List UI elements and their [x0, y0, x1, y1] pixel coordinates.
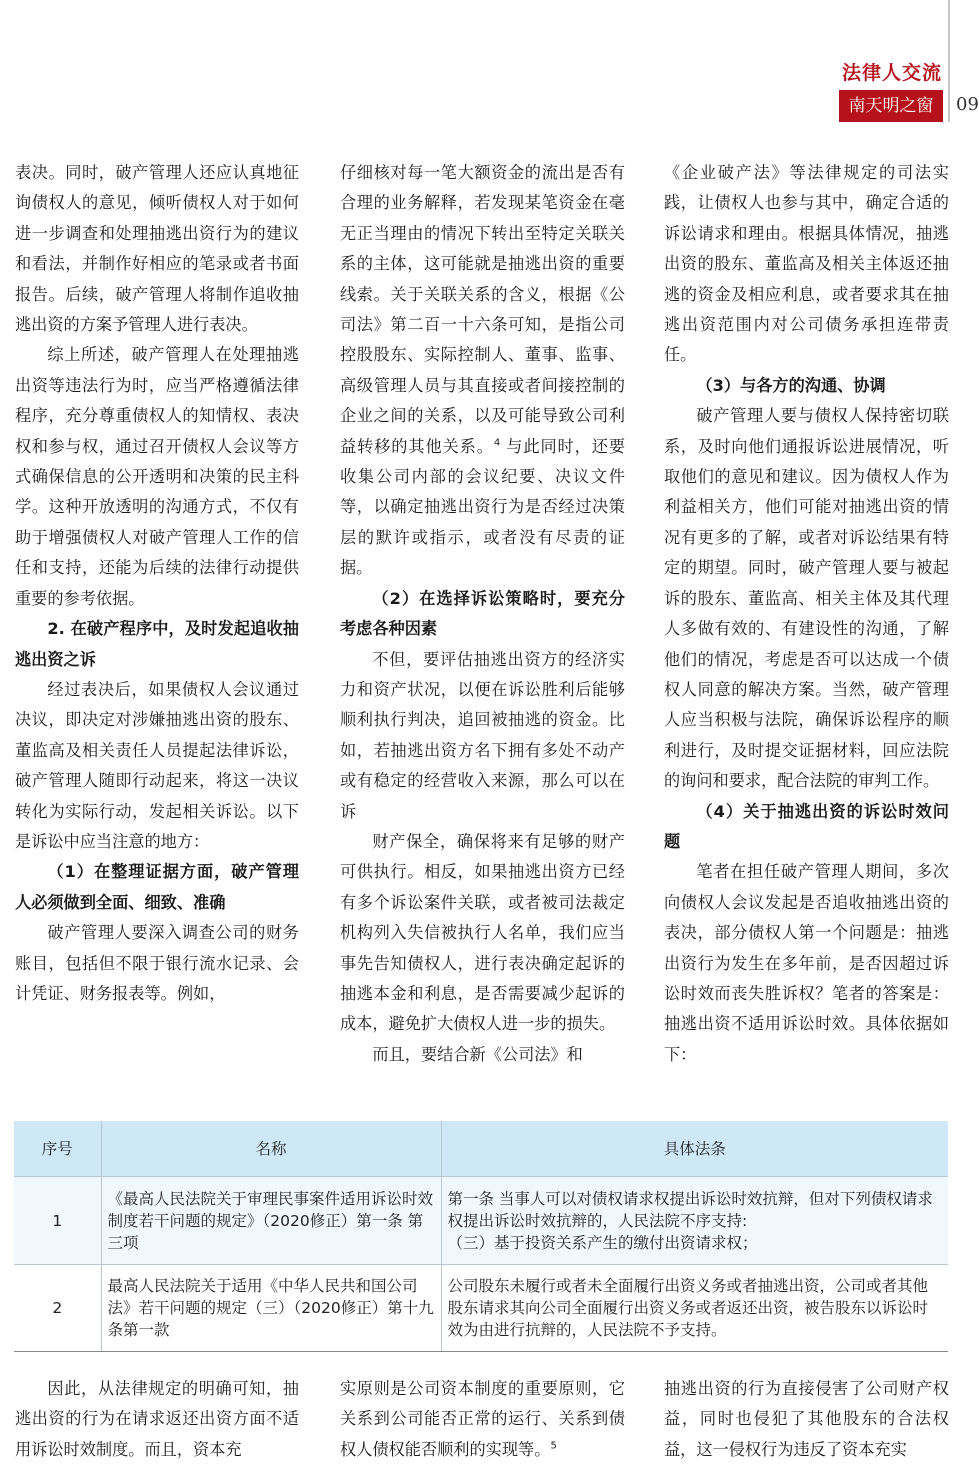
- paragraph: 财产保全，确保将来有足够的财产可供执行。相反，如果抽逃出资方已经有多个诉讼案件关联，或者被司法裁定机构列入失信被执行人名单，我们应当事先告知债权人，进行表决确定起诉的抽逃本金和利息，是否需要减少起诉的成本，避免扩大债权人进一步的损失。: [340, 831, 625, 1034]
- bottom-column-3: [664, 1374, 949, 1465]
- subsection-heading: （4）关于抽逃出资的诉讼时效问题: [664, 801, 949, 851]
- paragraph-text: 实原则是公司资本制度的重要原则，它关系到公司能否正常的运行、关系到债权人债权能否顺利的实现等。: [340, 1379, 625, 1459]
- paragraph: [340, 1374, 625, 1465]
- paragraph: 《企业破产法》等法律规定的司法实践，让债权人也参与其中，确定合适的诉讼请求和理由。根据具体情况，抽逃出资的股东、董监高及相关主体返还抽逃的资金及相应利息，或者要求其在抽逃出资范围内对公司债务承担连带责任。: [664, 163, 949, 365]
- law-name: 最高人民法院关于适用《中华人民共和国公司法》若干问题的规定（三）（2020修正）第十九条第一款: [101, 1265, 441, 1352]
- table-header-row: [14, 1121, 948, 1177]
- text-column-1: [15, 158, 299, 1009]
- footnote-marker: 4: [493, 437, 501, 449]
- article-line: 公司股东未履行或者未全面履行出资义务或者抽逃出资，公司或者其他股东请求其向公司全面履行出资义务或者返还出资，被告股东以诉讼时效为由进行抗辩的，人民法院不予支持。: [447, 1277, 929, 1339]
- paragraph: 笔者在担任破产管理人期间，多次向债权人会议发起是否追收抽逃出资的表决，部分债权人第一个问题是：抽逃出资行为发生在多年前，是否因超过诉讼时效而丧失胜诉权？笔者的答案是：抽逃出资不适用诉讼时效。具体依据如下：: [664, 862, 949, 1064]
- paragraph: 而且，要结合新《公司法》和: [372, 1044, 583, 1064]
- text-column-2: [340, 158, 625, 1070]
- header-divider-line: [948, 0, 950, 122]
- bottom-column-1: [15, 1374, 299, 1465]
- section-title: 法律人交流: [841, 62, 942, 84]
- row-number: 2: [14, 1265, 101, 1352]
- paragraph: 经过表决后，如果债权人会议通过决议，即决定对涉嫌抽逃出资的股东、董监高及相关责任人员提起法律诉讼，破产管理人随即行动起来，将这一决议转化为实际行动，发起相关诉讼。以下是诉讼中应当注意的地方：: [15, 679, 299, 851]
- column-badge: 南天明之窗: [839, 90, 943, 122]
- paragraph: 因此，从法律规定的明确可知，抽逃出资的行为在请求返还出资方面不适用诉讼时效制度。而且，资本充: [15, 1379, 299, 1459]
- table-header-no: 序号: [14, 1121, 101, 1177]
- table-header-name: 名称: [101, 1121, 441, 1177]
- text-column-3: [664, 158, 949, 1070]
- law-name: 《最高人民法院关于审理民事案件适用诉讼时效制度若干问题的规定》（2020修正）第一条 第三项: [101, 1177, 441, 1265]
- page-number: 09: [956, 94, 979, 115]
- table-row: [14, 1265, 948, 1352]
- paragraph: 抽逃出资的行为直接侵害了公司财产权益，同时也侵犯了其他股东的合法权益，这一侵权行为违反了资本充实: [664, 1379, 949, 1459]
- paragraph: 表决。同时，破产管理人还应认真地征询债权人的意见，倾听债权人对于如何进一步调查和处理抽逃出资行为的建议和看法，并制作好相应的笔录或者书面报告。后续，破产管理人将制作追收抽逃出资的方案予管理人进行表决。: [15, 163, 299, 335]
- paragraph-text: 与此同时，还要收集公司内部的会议纪要、决议文件等，以确定抽逃出资行为是否经过决策层的默许或指示，或者没有尽责的证据。: [340, 436, 626, 578]
- section-heading: 2. 在破产程序中，及时发起追收抽逃出资之诉: [15, 619, 299, 669]
- law-article: [441, 1265, 948, 1352]
- paragraph: 不但，要评估抽逃出资方的经济实力和资产状况，以便在诉讼胜利后能够顺利执行判决，追回被抽逃的资金。比如，若抽逃出资方名下拥有多处不动产或有稳定的经营收入来源，那么可以在诉: [340, 649, 625, 821]
- paragraph: 综上所述，破产管理人在处理抽逃出资等违法行为时，应当严格遵循法律程序，充分尊重债权人的知情权、表决权和参与权，通过召开债权人会议等方式确保信息的公开透明和决策的民主科学。这种开放透明的沟通方式，不仅有助于增强债权人对破产管理人工作的信任和支持，还能为后续的法律行动提供重要的参考依据。: [15, 345, 299, 608]
- row-number: 1: [14, 1177, 101, 1265]
- subsection-heading: （1）在整理证据方面，破产管理人必须做到全面、细致、准确: [15, 862, 299, 912]
- paragraph: 破产管理人要与债权人保持密切联系，及时向他们通报诉讼进展情况，听取他们的意见和建议。因为债权人作为利益相关方，他们可能对抽逃出资的情况有更多的了解，或者对诉讼结果有特定的期望。同时，破产管理人要与被起诉的股东、董监高、相关主体及其代理人多做有效的、有建设性的沟通，了解他们的情况，考虑是否可以达成一个债权人同意的解决方案。当然，破产管理人应当积极与法院，确保诉讼程序的顺利进行，及时提交证据材料，回应法院的询问和要求，配合法院的审判工作。: [664, 406, 949, 791]
- subsection-heading: （2）在选择诉讼策略时，要充分考虑各种因素: [340, 588, 625, 639]
- paragraph: [340, 158, 625, 584]
- bottom-column-2: [340, 1374, 625, 1465]
- paragraph: 破产管理人要深入调查公司的财务账目，包括但不限于银行流水记录、会计凭证、财务报表等。例如，: [15, 923, 299, 1003]
- law-article: [441, 1177, 948, 1265]
- table-row: [14, 1177, 948, 1265]
- article-line: 第一条 当事人可以对债权请求权提出诉讼时效抗辩，但对下列债权请求权提出诉讼时效抗辩的，人民法院不序支持:: [447, 1189, 933, 1230]
- table-header-article: 具体法条: [441, 1121, 948, 1177]
- article-line: （三）基于投资关系产生的缴付出资请求权；: [447, 1233, 758, 1252]
- law-table: [14, 1121, 948, 1352]
- paragraph-text: 仔细核对每一笔大额资金的流出是否有合理的业务解释，若发现某笔资金在毫无正当理由的情况下转出至特定关联关系的主体，这可能就是抽逃出资的重要线索。关于关联关系的含义，根据《公司法》第二百一十六条可知，是指公司控股股东、实际控制人、董事、监事、高级管理人员与其直接或者间接控制的企业之间的关系，以及可能导致公司利益转移的其他关系。: [340, 163, 625, 456]
- footnote-marker: 5: [550, 1440, 557, 1452]
- subsection-heading: （3）与各方的沟通、协调: [696, 375, 886, 395]
